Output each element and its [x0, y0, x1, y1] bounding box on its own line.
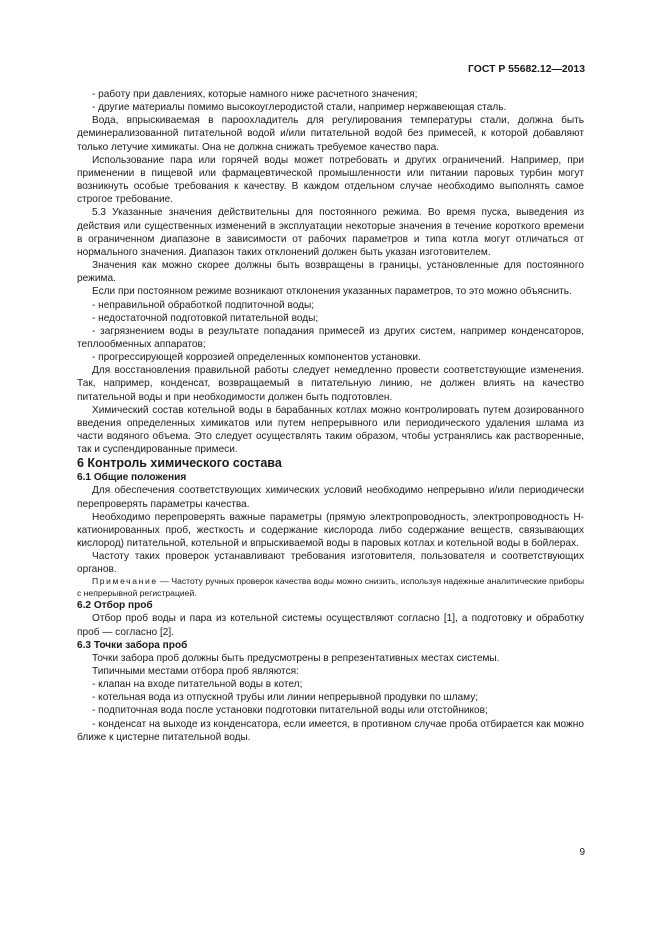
list-item: - клапан на входе питательной воды в котел;	[92, 679, 303, 691]
paragraph: Использование пара или горячей воды может потребовать и других ограничений. Например, при применении в пищевой или фармацевтической промышленности или питании паровых турбин могут возникнуть особые требования к качеству. В каждом отдельном случае необходимо выполнять самое строгое требование.	[77, 154, 584, 206]
paragraph: Если при постоянном режиме возникают отклонения указанных параметров, то это можно объяснить.	[92, 286, 572, 298]
page-number: 9	[579, 847, 585, 858]
list-item: - прогрессирующей коррозией определенных компонентов установки.	[92, 352, 421, 364]
note-text: — Частоту ручных проверок качества воды можно снизить, используя надежные аналитические приборы с непрерывной регистрацией.	[77, 576, 584, 598]
paragraph: 5.3 Указанные значения действительны для постоянного режима. Во время пуска, выведения из действия или существенных изменений в эксплуатации некоторые значения в течение короткого времени в ограниченном диапазоне в зависимости от рабочих параметров и типа котла могут отличаться от нормального значения. Диапазон таких отклонений должен быть указан изготовителем.	[77, 207, 584, 258]
paragraph: Химический состав котельной воды в барабанных котлах можно контролировать путем дозированного введения определенных химикатов или путем непрерывного или периодического удаления шлама из части водяного объема. Это следует осуществлять таким образом, чтобы устранялись как растворенные, так и суспендированные примеси.	[77, 404, 584, 456]
document-code: ГОСТ Р 55682.12—2013	[468, 64, 585, 75]
paragraph: Вода, впрыскиваемая в пароохладитель для регулирования температуры стали, должна быть деминерализованной питательной водой и/или питательной водой без примесей, к которой добавляют только летучие химикаты. Она не должна снижать требуемое качество пара.	[77, 115, 584, 153]
list-item: - загрязнением воды в результате попадания примесей из других систем, например конденсаторов, теплообменных аппаратов;	[77, 325, 584, 350]
subsection-heading: 6.3 Точки забора проб	[77, 639, 188, 651]
paragraph: Частоту таких проверок устанавливают требования изготовителя, пользователя и соответствующих органов.	[77, 551, 584, 576]
paragraph: Для восстановления правильной работы следует немедленно провести соответствующие изменения. Так, например, конденсат, возвращаемый в питательную линию, не должен влиять на качество питательной воды и при необходимости должен быть подготовлен.	[77, 365, 584, 403]
page-body	[77, 88, 584, 744]
list-item: - работу при давлениях, которые намного ниже расчетного значения;	[92, 89, 418, 100]
note-label: Примечание	[92, 576, 158, 587]
list-item: - подпиточная вода после установки подготовки питательной воды или отстойников;	[92, 705, 488, 717]
paragraph: Для обеспечения соответствующих химических условий необходимо непрерывно и/или периодически перепроверять параметры качества.	[77, 485, 584, 510]
note	[77, 576, 584, 599]
section-heading: 6 Контроль химического состава	[77, 456, 282, 471]
list-item: - неправильной обработкой подпиточной воды;	[92, 299, 315, 311]
paragraph: Необходимо перепроверять важные параметры (прямую электропроводность, электропроводность Н-катионированных проб, жесткость и содержание кислорода либо содержание веществ, связывающих кислород) питательной, котельной и впрыскиваемой воды в паровых котлах и котельной воды в бойлерах.	[77, 511, 584, 549]
list-item: - другие материалы помимо высокоуглеродистой стали, например нержавеющая сталь.	[92, 102, 507, 114]
paragraph: Отбор проб воды и пара из котельной системы осуществляют согласно [1], а подготовку и обработку проб — согласно [2].	[77, 613, 584, 638]
subsection-heading: 6.2 Отбор проб	[77, 600, 153, 612]
list-item: - конденсат на выходе из конденсатора, если имеется, в противном случае проба отбирается как можно ближе к цистерне питательной воды.	[77, 718, 584, 743]
list-item: - котельная вода из отпускной трубы или линии непрерывной продувки по шламу;	[92, 692, 479, 704]
list-item: - недостаточной подготовкой питательной воды;	[92, 312, 319, 324]
paragraph: Точки забора проб должны быть предусмотрены в репрезентативных местах системы.	[92, 652, 500, 664]
paragraph: Типичными местами отбора проб являются:	[92, 665, 299, 677]
subsection-heading: 6.1 Общие положения	[77, 472, 187, 484]
paragraph: Значения как можно скорее должны быть возвращены в границы, установленные для постоянного режима.	[77, 260, 584, 285]
